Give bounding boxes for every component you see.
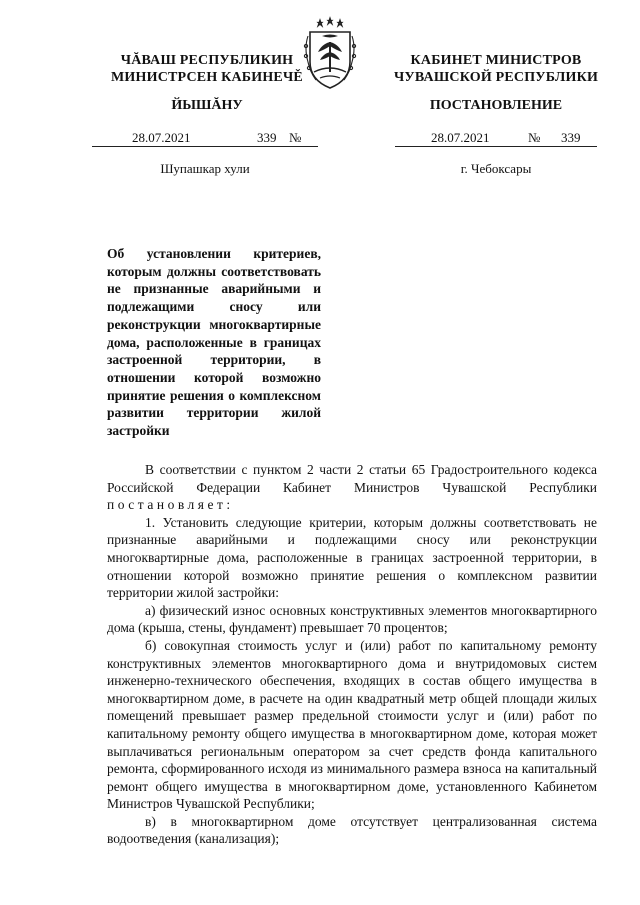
document-title: Об установлении критериев, которым должны соответствовать не признанные аварийными и подлежащими сносу или реконструкции многоквартирные дома, расположенные в границах застроенной территории, в отношении которой возможно принятие решения о комплексном развитии территории жилой застройки <box>107 246 321 439</box>
city-chuvash: Шупашкар хули <box>160 161 250 176</box>
date-number-line-left <box>92 130 318 147</box>
body-paragraph-b: б) совокупная стоимость услуг и (или) работ по капитальному ремонту конструктивных элементов многоквартирного дома и внутридомовых систем инженерно-технического обеспечения, входящих в состав общего имущества в многоквартирном доме, в расчете на один квадратный метр общей площади жилых помещений превышает размер предельной стоимости услуг и (или) работ по капитальному ремонту общего имущества в многоквартирном доме, которая может выплачиваться региональным оператором за счет средств фонда капитального ремонта, сформированного исходя из минимального размера взноса на капитальный ремонт общего имущества в многоквартирном доме, установленного Кабинетом Министров Чувашской Республики; <box>107 637 597 812</box>
header-right-line1: КАБИНЕТ МИНИСТРОВ <box>410 53 582 68</box>
chuvash-coat-of-arms-icon <box>300 14 360 96</box>
city-russian: г. Чебоксары <box>460 161 532 176</box>
date-right: 28.07.2021 <box>431 130 490 145</box>
number-sign-right: № <box>528 130 541 145</box>
number-sign-left: № <box>289 130 302 145</box>
header-left-chuvash <box>88 52 326 86</box>
header-left-line2: МИНИСТРСЕН КАБИНЕЧĚ <box>111 70 303 85</box>
body-paragraph-1: 1. Установить следующие критерии, которым должны соответствовать не признанные аварийными и подлежащими сносу или реконструкции многоквартирные дома, расположенные в границах застроенной территории, в отношении которой возможно принятие решения о комплексном развитии территории жилой застройки: <box>107 514 597 601</box>
doc-type-chuvash: ЙЫШĂНУ <box>171 98 243 113</box>
intro-resolution-word: постановляет: <box>107 497 234 513</box>
header-left-line1: ЧĂВАШ РЕСПУБЛИКИН <box>120 53 294 68</box>
number-right: 339 <box>561 130 581 145</box>
header-right-russian <box>385 52 607 86</box>
document-body <box>107 461 597 848</box>
doc-type-russian: ПОСТАНОВЛЕНИЕ <box>429 98 563 113</box>
date-left: 28.07.2021 <box>132 130 191 145</box>
intro-text: В соответствии с пунктом 2 части 2 статьи 65 Градостроительного кодекса Российской Федерации Кабинет Министров Чувашской Республики <box>107 462 597 495</box>
number-left: 339 <box>257 130 277 145</box>
header-right-line2: ЧУВАШСКОЙ РЕСПУБЛИКИ <box>393 70 599 85</box>
date-number-line-right <box>395 130 597 147</box>
body-paragraph-v: в) в многоквартирном доме отсутствует централизованная система водоотведения (канализация); <box>107 813 597 847</box>
body-paragraph-intro <box>107 461 597 514</box>
body-paragraph-a: а) физический износ основных конструктивных элементов многоквартирного дома (крыша, стены, фундамент) превышает 70 процентов; <box>107 602 597 636</box>
